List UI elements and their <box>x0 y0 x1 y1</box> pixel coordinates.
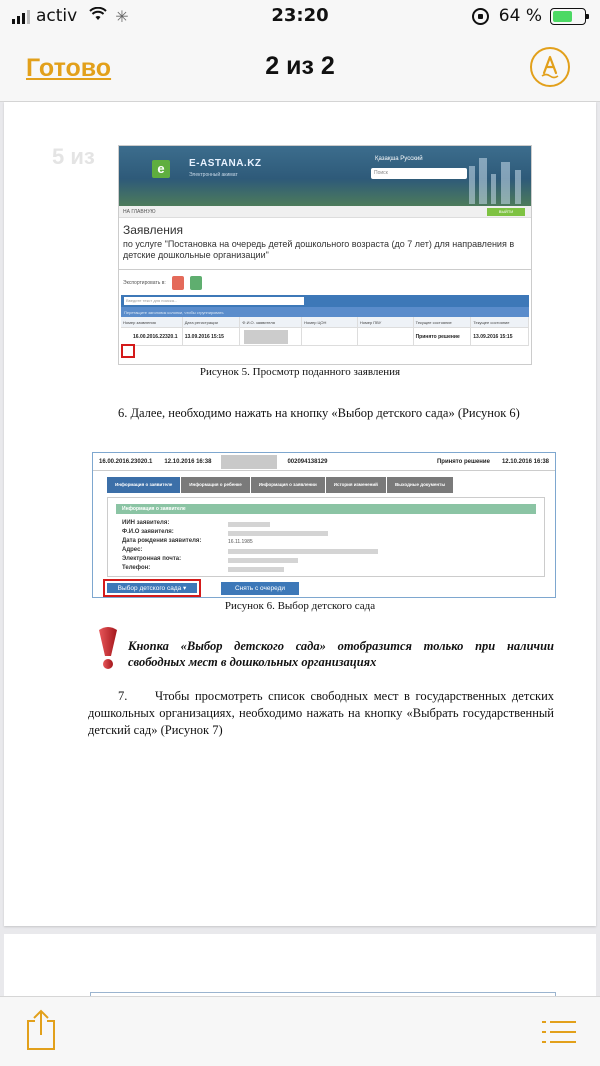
warning-icon <box>96 626 120 672</box>
grid-group-hint: Перетащите заголовок колонки, чтобы сгруппировать <box>121 307 529 317</box>
step-7-number: 7. <box>118 689 128 703</box>
portal-logo: e <box>152 160 170 178</box>
grid-col-header: Текущее состояние <box>414 317 472 327</box>
tab-history: История изменений <box>326 477 386 493</box>
table-row <box>121 328 529 346</box>
step-7-text: Чтобы просмотреть список свободных мест в государственных детских дошкольных организациях, необходимо нажать на кнопку «Выбрать государственный детский сад» (Рисунок 7) <box>88 689 555 737</box>
application-status-date: 12.10.2016 16:38 <box>501 458 549 465</box>
tab-documents: Выходные документы <box>387 477 453 493</box>
page-counter-title: 2 из 2 <box>265 52 335 80</box>
application-code: 002094138129 <box>287 458 328 465</box>
portal-brand: E-ASTANA.KZ <box>189 158 262 169</box>
bottom-toolbar <box>0 996 600 1066</box>
applicant-panel <box>107 497 545 577</box>
share-icon[interactable] <box>24 1007 58 1053</box>
grid-col-header: Номер ПВУ <box>358 317 414 327</box>
document-page[interactable] <box>4 102 596 926</box>
export-label: Экспортировать в: <box>123 279 166 286</box>
breadcrumb-home: НА ГЛАВНУЮ <box>123 209 156 215</box>
grid-cell <box>302 328 358 346</box>
figure-5-caption: Рисунок 5. Просмотр поданного заявления <box>199 366 401 378</box>
redacted-name <box>221 455 277 469</box>
city-skyline-image <box>465 154 525 204</box>
redacted-value <box>228 531 328 536</box>
view-icon-highlight <box>121 344 135 358</box>
grid-cell-redacted <box>240 328 302 346</box>
remove-from-queue-button: Снять с очереди <box>221 582 299 595</box>
loading-icon: ✳ <box>115 6 129 26</box>
battery-percent: 64 % <box>498 6 542 26</box>
field-label: Адрес: <box>122 547 143 553</box>
grid-filter <box>121 295 529 307</box>
detail-tabs <box>107 477 555 493</box>
grid-cell: 13.09.2016 15:15 <box>471 328 529 346</box>
export-row <box>119 269 531 295</box>
grid-header <box>121 317 529 328</box>
figure-5-screenshot <box>118 145 532 365</box>
step-6-number: 6. <box>118 406 128 420</box>
ghost-page-label: 5 из <box>52 144 95 169</box>
rotation-lock-icon <box>472 8 489 25</box>
applications-grid <box>121 295 529 346</box>
done-button[interactable]: Готово <box>26 54 112 82</box>
application-number: 16.00.2016.23020.1 <box>99 458 153 465</box>
grid-col-header: Дата регистрации <box>183 317 241 327</box>
portal-brand-sub: Электронный акимат <box>189 172 238 178</box>
choose-kindergarten-highlight <box>103 579 201 597</box>
portal-heading: Заявления <box>123 223 184 237</box>
portal-exit-button: ВЫЙТИ <box>487 208 525 216</box>
redacted-value <box>228 558 298 563</box>
grid-col-header: Текущее состояние <box>471 317 529 327</box>
application-date: 12.10.2016 16:38 <box>164 458 212 465</box>
tab-child: Информация о ребенке <box>181 477 249 493</box>
grid-cell: 13.09.2016 15:15 <box>183 328 241 346</box>
field-label: ИИН заявителя: <box>122 520 170 526</box>
battery-icon <box>550 8 586 25</box>
status-bar <box>0 0 600 34</box>
portal-search: Поиск <box>371 168 467 179</box>
grid-col-header: Ф.И.О. заявителя <box>240 317 302 327</box>
step-6-paragraph <box>88 405 554 422</box>
tab-applicant: Информация о заявителе <box>107 477 180 493</box>
figure-6-screenshot <box>92 452 556 598</box>
portal-banner <box>119 146 531 206</box>
field-label: Дата рождения заявителя: <box>122 538 202 544</box>
redacted-value <box>228 549 378 554</box>
list-icon[interactable] <box>542 1019 576 1045</box>
export-xls-icon <box>190 276 202 290</box>
export-pdf-icon <box>172 276 184 290</box>
navigation-bar <box>0 34 600 102</box>
portal-breadcrumb <box>119 206 531 218</box>
dob-value: 16.11.1985 <box>228 539 253 545</box>
grid-cell: 16.00.2016.22320.1 <box>121 328 183 346</box>
grid-col-header: Номер заявления <box>121 317 183 327</box>
field-label: Электронная почта: <box>122 556 182 562</box>
application-summary-row <box>93 453 555 471</box>
figure-6-caption: Рисунок 6. Выбор детского сада <box>224 600 376 612</box>
step-7-paragraph <box>88 688 554 739</box>
redacted-value <box>228 522 270 527</box>
portal-service-text: по услуге "Постановка на очередь детей дошкольного возраста (до 7 лет) для направления в детские дошкольные организации" <box>123 239 515 260</box>
grid-cell: Принято решение <box>414 328 472 346</box>
clock: 23:20 <box>271 5 329 26</box>
language-switch: Қазақша Русский <box>375 156 423 162</box>
tab-application: Информация о заявлении <box>251 477 325 493</box>
panel-title: Информация о заявителе <box>116 504 536 514</box>
warning-note: Кнопка «Выбор детского сада» отобразится только при наличии свободных мест в дошкольных организациях <box>128 639 554 669</box>
choose-kindergarten-button: Выбор детского сада ▾ <box>107 583 197 593</box>
grid-filter-input: Введите текст для поиска... <box>124 297 304 305</box>
step-6-text: Далее, необходимо нажать на кнопку «Выбор детского сада» (Рисунок 6) <box>130 406 520 420</box>
markup-pen-icon[interactable] <box>530 47 570 87</box>
application-status: Принято решение <box>436 458 490 465</box>
grid-col-header: Номер ЦОН <box>302 317 358 327</box>
field-label: Ф.И.О заявителя: <box>122 529 174 535</box>
grid-cell <box>358 328 414 346</box>
carrier-label: activ <box>36 6 78 26</box>
field-label: Телефон: <box>122 565 151 571</box>
redacted-value <box>228 567 284 572</box>
